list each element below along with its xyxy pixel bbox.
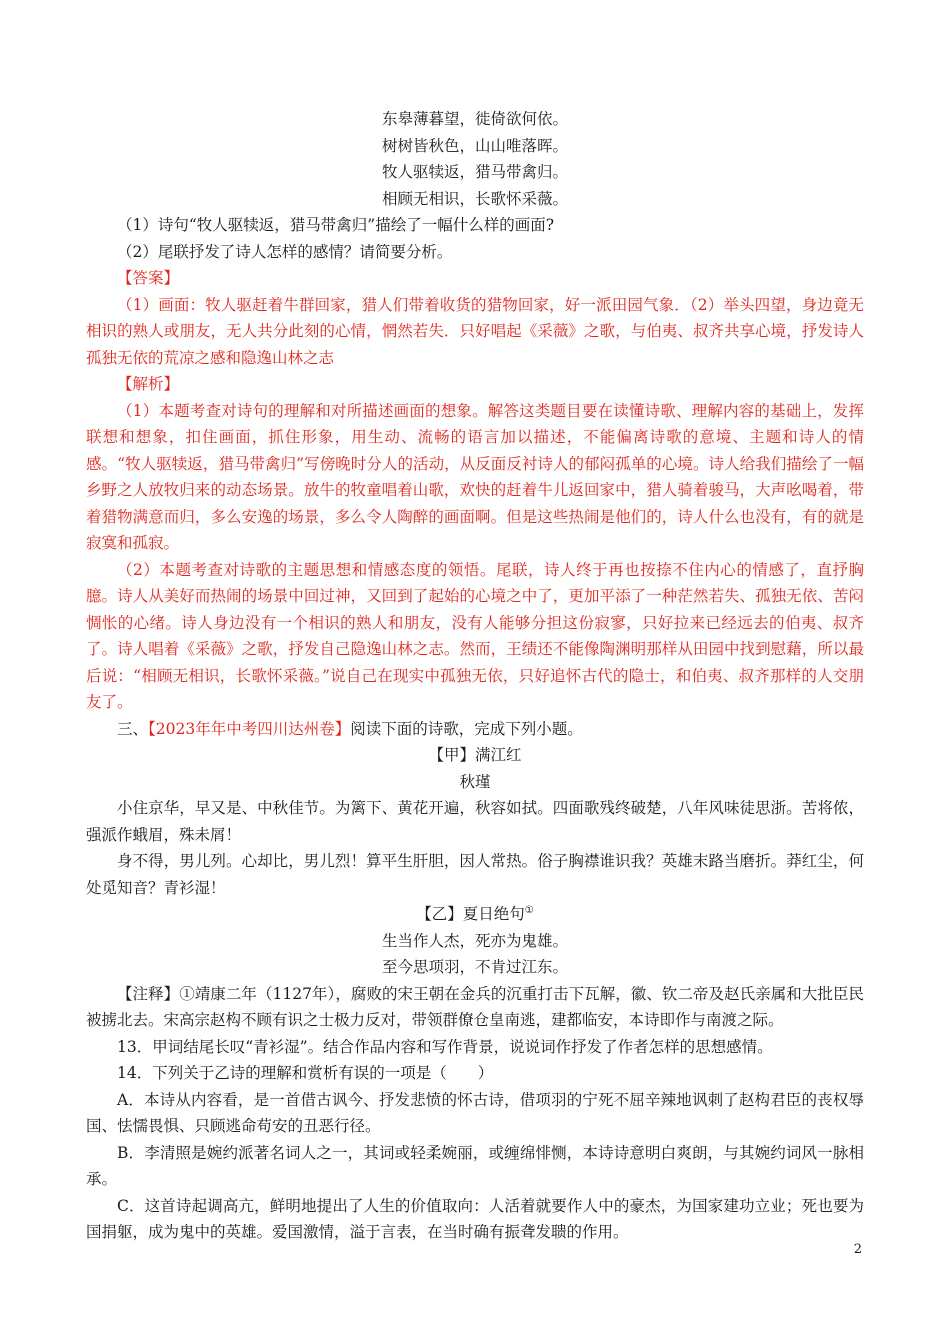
section-prefix: 三、 (117, 719, 149, 738)
poem-line-3: 牧人驱犊返，猎马带禽归。 (381, 163, 568, 181)
answer-text: （1）画面：牧人驱赶着牛群回家，猎人们带着收货的猎物回家，好一派田园气象．（2）举头四望，身边竟无相识的熟人或朋友，无人共分此刻的心情，惘然若失．只好唱起《采薇》之歌，与伯夷、叔齐共享心境，抒发诗人孤独无依的荒凉之感和隐逸山林之志 (86, 295, 864, 367)
option-a: A．本诗从内容看，是一首借古讽今、抒发悲愤的怀古诗，借项羽的宁死不屈辛辣地讽刺了赵构君臣的丧权辱国、怯懦畏惧、只顾逃命苟安的丑恶行径。 (86, 1090, 864, 1135)
option-b: B．李清照是婉约派著名词人之一，其词或轻柔婉丽，或缠绵悱恻，本诗诗意明白爽朗，与其婉约词风一脉相承。 (86, 1143, 864, 1188)
analysis-label: 【解析】 (117, 375, 180, 393)
poem-yi-title-text: 【乙】夏日绝句 (416, 905, 525, 923)
section-instruction: 阅读下面的诗歌，完成下列小题。 (350, 719, 583, 738)
poem-jia-author: 秋瑾 (459, 772, 491, 791)
poem-yi-line-2: 至今思项羽，不肯过江东。 (381, 958, 568, 976)
answer-label: 【答案】 (117, 269, 180, 287)
poem-line-1: 东皋薄暮望，徙倚欲何依。 (381, 110, 568, 128)
question-14: 14．下列关于乙诗的理解和赏析有误的一项是（ ） (117, 1064, 494, 1082)
poem-jia-stanza-1: 小住京华，早又是、中秋佳节。为篱下、黄花开遍，秋容如拭。四面歌残终破楚，八年风味徒思浙。苦将侬，强派作蛾眉，殊未屑！ (86, 799, 864, 844)
question-2: （2）尾联抒发了诗人怎样的感情？请简要分析。 (117, 242, 453, 261)
poem-yi-title (86, 901, 864, 928)
page-number: 2 (853, 1242, 862, 1257)
analysis-part-1: （1）本题考查对诗句的理解和对所描述画面的想象。解答这类题目要在读懂诗歌、理解内容的基础上，发挥联想和想象，扣住画面，抓住形象，用生动、流畅的语言加以描述，不能偏离诗歌的意境、主题和诗人的情感。“牧人驱犊返，猎马带禽归”写傍晚时分人的活动，从反面反衬诗人的郁闷孤单的心境。诗人给我们描绘了一幅乡野之人放牧归来的动态场景。放牛的牧童唱着山歌，欢快的赶着牛儿返回家中，猎人骑着骏马，大声吆喝着，带着猎物满意而归，多么安逸的场景，多么令人陶醉的画面啊。但是这些热闹是他们的，诗人什么也没有，有的就是寂寞和孤寂。 (86, 401, 864, 552)
question-13: 13．甲词结尾长叹“青衫湿”。结合作品内容和写作背景，说说词作抒发了作者怎样的思想感情。 (117, 1037, 773, 1056)
poem-line-4: 相顾无相识，长歌怀采薇。 (381, 189, 568, 208)
poem-jia-stanza-2: 身不得，男儿列。心却比，男儿烈！算平生肝胆，因人常热。俗子胸襟谁识我？英雄末路当磨折。莽红尘，何处觅知音？青衫湿！ (86, 852, 864, 897)
footnote-mark: ① (524, 905, 534, 916)
analysis-part-2: （2）本题考查对诗歌的主题思想和情感态度的领悟。尾联，诗人终于再也按捺不住内心的情感了，直抒胸臆。诗人从美好而热闹的场景中回过神，又回到了起始的心境之中了，更加平添了一种茫然若失、孤独无依、苦闷惆怅的心绪。诗人身边没有一个相识的熟人和朋友，没有人能够分担这份寂寥，只好拉来已经远去的伯夷、叔齐了。诗人唱着《采薇》之歌，抒发自己隐逸山林之志。然而，王绩还不能像陶渊明那样从田园中找到慰藉，所以最后说：“相顾无相识，长歌怀采薇。”说自己在现实中孤独无依，只好追怀古代的隐士，和伯夷、叔齐那样的人交朋友了。 (86, 560, 864, 711)
question-1: （1）诗句“牧人驱犊返，猎马带禽归”描绘了一幅什么样的画面? (117, 216, 555, 234)
option-c: C．这首诗起调高亢，鲜明地提出了人生的价值取向：人活着就要作人中的豪杰，为国家建功立业；死也要为国捐躯，成为鬼中的英雄。爱国激情，溢于言表，在当时确有振聋发聩的作用。 (86, 1196, 864, 1241)
section-source: 【2023年年中考四川达州卷】 (148, 719, 351, 738)
document-page (86, 106, 864, 1246)
annotation: 【注释】①靖康二年（1127年），腐败的宋王朝在金兵的沉重打击下瓦解，徽、钦二帝及赵氏亲属和大批臣民被掳北去。宋高宗赵构不顾有识之士极力反对，带领群僚仓皇南逃，建都临安，本诗即作与南渡之际。 (86, 984, 864, 1029)
poem-line-2: 树树皆秋色，山山唯落晖。 (381, 136, 568, 155)
section-three-heading (86, 716, 864, 743)
poem-jia-title: 【甲】满江红 (428, 746, 522, 764)
poem-yi-line-1: 生当作人杰，死亦为鬼雄。 (381, 931, 568, 950)
